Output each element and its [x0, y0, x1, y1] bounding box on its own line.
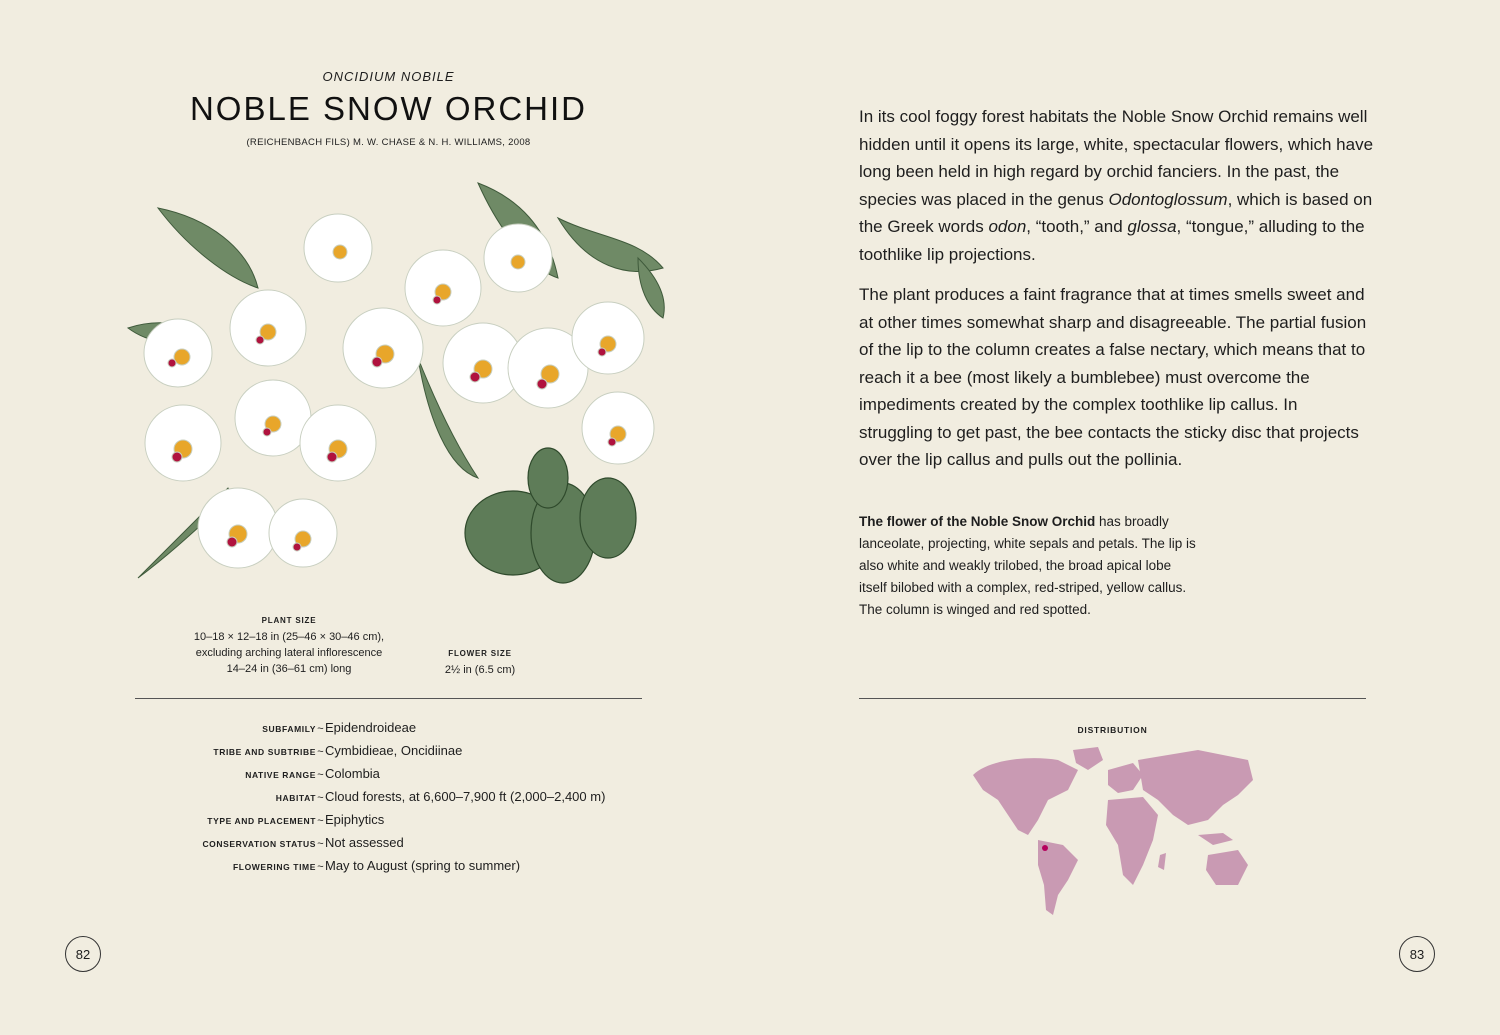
fact-label: FLOWERING TIME	[232, 862, 316, 872]
fact-row	[135, 743, 655, 766]
fact-value: May to August (spring to summer)	[325, 858, 521, 873]
fact-label: TYPE AND PLACEMENT	[207, 816, 316, 826]
caption	[859, 511, 1199, 621]
flower-size-value: 2½ in (6.5 cm)	[444, 664, 516, 676]
paragraph	[859, 103, 1375, 268]
fact-row	[135, 766, 655, 789]
page-number: 83	[1399, 936, 1435, 972]
flower-size-label: FLOWER SIZE	[448, 649, 512, 658]
page-title: NOBLE SNOW ORCHID	[189, 90, 588, 127]
plant-size	[160, 613, 418, 677]
page-number: 82	[65, 936, 101, 972]
text-run: , which is based on the Greek words	[859, 189, 1373, 236]
flower-size	[420, 646, 540, 678]
plant-size-line: 10–18 × 12–18 in (25–46 × 30–46 cm),	[193, 631, 385, 643]
fact-separator: ~	[317, 838, 324, 850]
caption-lead: The flower of the Noble Snow Orchid	[859, 514, 1096, 529]
distribution-label: DISTRIBUTION	[1077, 725, 1148, 735]
plant-size-line: excluding arching lateral inflorescence	[195, 647, 383, 659]
fact-value: Cloud forests, at 6,600–7,900 ft (2,000–2,400 m)	[325, 789, 606, 804]
fact-value: Not assessed	[325, 835, 404, 850]
fact-row	[135, 720, 655, 743]
divider	[859, 698, 1366, 699]
range-marker	[1042, 845, 1048, 851]
fact-label: NATIVE RANGE	[245, 770, 316, 780]
fact-row	[135, 812, 655, 835]
genus-name: Odontoglossum	[1108, 189, 1228, 209]
plant-size-label: PLANT SIZE	[261, 616, 317, 625]
fact-separator: ~	[317, 769, 324, 781]
plant-size-line: 14–24 in (36–61 cm) long	[226, 663, 352, 675]
latin-name: ONCIDIUM NOBILE	[322, 69, 455, 84]
caption-text: has broadly lanceolate, projecting, white sepals and petals. The lip is also white and weakly trilobed, the broad apical lobe itself bilobed with a complex, red-striped, yellow callus. The column is winged and red spotted.	[859, 514, 1196, 617]
facts-table	[135, 720, 655, 881]
fact-value: Epidendroideae	[325, 720, 417, 735]
greek-word: odon	[988, 217, 1027, 236]
fact-value: Colombia	[325, 766, 380, 781]
greek-word: glossa	[1127, 217, 1177, 236]
body-text	[859, 103, 1375, 487]
fact-value: Cymbidieae, Oncidiinae	[325, 743, 463, 758]
fact-row	[135, 789, 655, 812]
orchid-illustration	[118, 178, 678, 598]
text-run: , “tooth,” and	[1026, 217, 1128, 236]
fact-separator: ~	[317, 723, 324, 735]
divider	[135, 698, 642, 699]
fact-label: HABITAT	[275, 793, 316, 803]
fact-value: Epiphytics	[325, 812, 385, 827]
fact-row	[135, 858, 655, 881]
right-page	[750, 0, 1500, 1035]
fact-separator: ~	[317, 746, 324, 758]
fact-row	[135, 835, 655, 858]
text-run: In its cool foggy forest habitats the Noble Snow Orchid remains well hidden until it opens its large, white, spectacular flowers, which have long been held in high regard by orchid fanciers. In the past, the species was placed in the genus	[859, 107, 1374, 209]
fact-separator: ~	[317, 815, 324, 827]
authority: (REICHENBACH FILS) M. W. CHASE & N. H. WILLIAMS, 2008	[246, 137, 531, 148]
fact-separator: ~	[317, 861, 324, 873]
fact-separator: ~	[317, 792, 324, 804]
distribution-map	[968, 745, 1258, 920]
fact-label: CONSERVATION STATUS	[202, 839, 316, 849]
fact-label: TRIBE AND SUBTRIBE	[213, 747, 316, 757]
paragraph: The plant produces a faint fragrance that at times smells sweet and at other times somewhat sharp and disagreeable. The partial fusion of the lip to the column creates a false nectary, which means that to reach it a bee (most likely a bumblebee) must overcome the impediments created by the complex toothlike lip callus. In struggling to get past, the bee contacts the sticky disc that projects over the lip callus and pulls out the pollinia.	[859, 285, 1367, 469]
fact-label: SUBFAMILY	[262, 724, 316, 734]
text-run: , “tongue,” alluding to the toothlike lip projections.	[859, 217, 1365, 264]
